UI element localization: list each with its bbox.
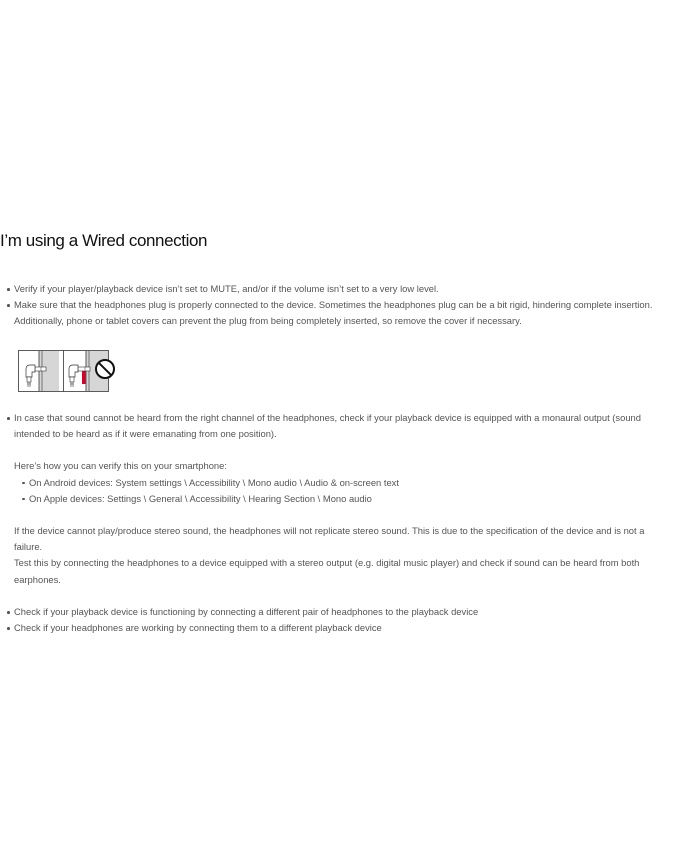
checklist-basic xyxy=(0,281,675,330)
list-item-headphones-check: Check if your headphones are working by connecting them to a different playback device xyxy=(0,620,675,636)
list-item-mono-output: In case that sound cannot be heard from the right channel of the headphones, check if your playback device is equipped with a monaural output (sound intended to be heard as if it were emanating from one position). xyxy=(0,410,675,442)
list-item-apple-path: On Apple devices: Settings \ General \ Accessibility \ Hearing Section \ Mono audio xyxy=(14,491,675,507)
list-item-plug-connection: Make sure that the headphones plug is properly connected to the device. Sometimes the headphones plug can be a bit rigid, hindering complete insertion. Additionally, phone or tablet covers can prevent the plug from being completely inserted, so remove the cover if necessary. xyxy=(0,297,675,329)
prohibited-icon xyxy=(96,360,114,378)
checklist-swap-test xyxy=(0,604,675,636)
list-item-android-path: On Android devices: System settings \ Accessibility \ Mono audio \ Audio & on-screen text xyxy=(14,475,675,491)
stereo-spec-note: If the device cannot play/produce stereo sound, the headphones will not replicate stereo sound. This is due to the specification of the device and is not a failure. xyxy=(14,525,645,553)
mono-output-section xyxy=(0,410,675,588)
list-item-device-check: Check if your playback device is functioning by connecting a different pair of headphones to the playback device xyxy=(0,604,675,620)
plug-insertion-illustration xyxy=(18,350,116,393)
section-title: I’m using a Wired connection xyxy=(0,231,208,250)
smartphone-steps-list xyxy=(0,475,675,507)
list-item-mute-check: Verify if your player/playback device isn’t set to MUTE, and/or if the volume isn’t set to a very low level. xyxy=(0,281,675,297)
stereo-test-note: Test this by connecting the headphones to a device equipped with a stereo output (e.g. digital music player) and check if sound can be heard from both earphones. xyxy=(14,557,640,585)
smartphone-intro-text: Here’s how you can verify this on your smartphone: xyxy=(14,460,227,472)
